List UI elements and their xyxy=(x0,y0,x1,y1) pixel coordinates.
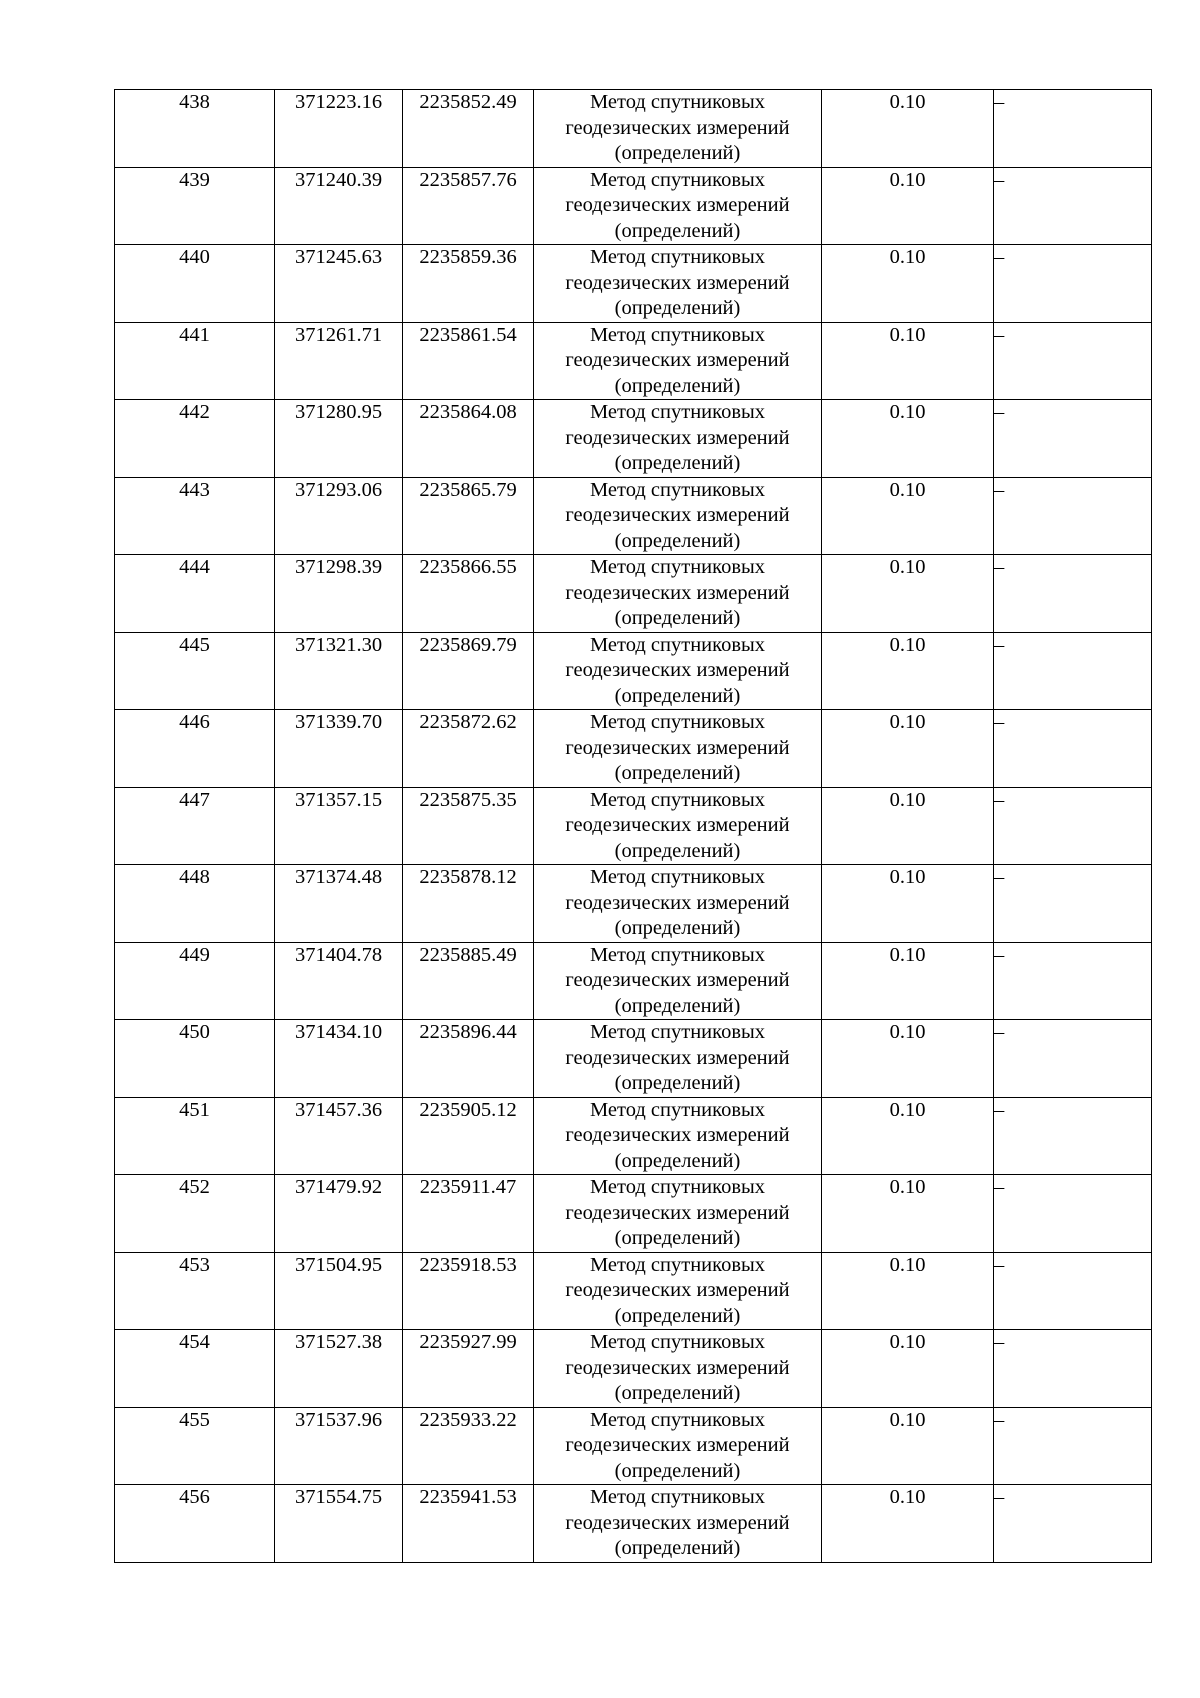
accuracy-cell: 0.10 xyxy=(822,942,994,1020)
method-line: Метод спутниковых xyxy=(589,401,766,423)
accuracy-cell: 0.10 xyxy=(822,90,994,168)
method-line: Метод спутниковых xyxy=(589,1408,766,1431)
point-number-cell: 444 xyxy=(115,555,275,633)
table-row xyxy=(115,167,1152,245)
x-coordinate-cell: 371298.39 xyxy=(275,555,403,633)
point-number-cell: 438 xyxy=(115,90,275,168)
method-line: геодезических измерений xyxy=(565,1046,790,1069)
method-line: геодезических измерений xyxy=(565,969,790,991)
note-cell: – xyxy=(994,942,1152,1020)
y-coordinate-cell: 2235861.54 xyxy=(403,322,534,400)
y-coordinate-cell: 2235852.49 xyxy=(403,90,534,168)
method-line: (определений) xyxy=(614,142,741,164)
method-line: геодезических измерений xyxy=(565,1434,790,1456)
accuracy-cell: 0.10 xyxy=(822,322,994,400)
method-cell xyxy=(534,167,822,245)
x-coordinate-cell: 371554.75 xyxy=(275,1485,403,1563)
y-coordinate-cell: 2235857.76 xyxy=(403,167,534,245)
accuracy-cell: 0.10 xyxy=(822,787,994,865)
method-cell xyxy=(534,710,822,788)
note-cell: – xyxy=(994,1407,1152,1485)
method-line: (определений) xyxy=(614,529,741,552)
table-row xyxy=(115,710,1152,788)
x-coordinate-cell: 371293.06 xyxy=(275,477,403,555)
note-cell: – xyxy=(994,90,1152,168)
method-cell xyxy=(534,942,822,1020)
point-number-cell: 442 xyxy=(115,400,275,478)
y-coordinate-cell: 2235875.35 xyxy=(403,787,534,865)
method-cell xyxy=(534,322,822,400)
accuracy-cell: 0.10 xyxy=(822,1097,994,1175)
note-cell: – xyxy=(994,167,1152,245)
note-cell: – xyxy=(994,245,1152,323)
table-row xyxy=(115,1252,1152,1330)
note-cell: – xyxy=(994,400,1152,478)
method-line: (определений) xyxy=(614,374,741,397)
method-cell xyxy=(534,90,822,168)
accuracy-cell: 0.10 xyxy=(822,167,994,245)
x-coordinate-cell: 371404.78 xyxy=(275,942,403,1020)
note-cell: – xyxy=(994,555,1152,633)
method-cell xyxy=(534,787,822,865)
y-coordinate-cell: 2235933.22 xyxy=(403,1407,534,1485)
x-coordinate-cell: 371339.70 xyxy=(275,710,403,788)
x-coordinate-cell: 371374.48 xyxy=(275,865,403,943)
accuracy-cell: 0.10 xyxy=(822,555,994,633)
method-cell xyxy=(534,1097,822,1175)
method-line: (определений) xyxy=(614,762,741,784)
method-line: геодезических измерений xyxy=(565,349,790,371)
y-coordinate-cell: 2235869.79 xyxy=(403,632,534,710)
x-coordinate-cell: 371280.95 xyxy=(275,400,403,478)
method-line: Метод спутниковых xyxy=(589,943,766,966)
method-line: Метод спутниковых xyxy=(589,246,766,268)
x-coordinate-cell: 371357.15 xyxy=(275,787,403,865)
x-coordinate-cell: 371457.36 xyxy=(275,1097,403,1175)
method-line: Метод спутниковых xyxy=(589,168,766,191)
table-row xyxy=(115,245,1152,323)
method-line: геодезических измерений xyxy=(565,504,790,526)
method-cell xyxy=(534,1175,822,1253)
method-line: геодезических измерений xyxy=(565,814,790,836)
point-number-cell: 453 xyxy=(115,1252,275,1330)
table-row xyxy=(115,942,1152,1020)
accuracy-cell: 0.10 xyxy=(822,1407,994,1485)
note-cell: – xyxy=(994,632,1152,710)
method-cell xyxy=(534,1330,822,1408)
method-line: (определений) xyxy=(614,839,741,862)
table-row xyxy=(115,1485,1152,1563)
method-cell xyxy=(534,632,822,710)
table-row xyxy=(115,322,1152,400)
method-line: (определений) xyxy=(614,684,741,707)
point-number-cell: 445 xyxy=(115,632,275,710)
point-number-cell: 450 xyxy=(115,1020,275,1098)
point-number-cell: 443 xyxy=(115,477,275,555)
x-coordinate-cell: 371527.38 xyxy=(275,1330,403,1408)
note-cell: – xyxy=(994,787,1152,865)
method-cell xyxy=(534,555,822,633)
method-line: (определений) xyxy=(614,452,741,474)
document-page xyxy=(114,89,1151,1563)
method-line: (определений) xyxy=(614,1227,741,1249)
accuracy-cell: 0.10 xyxy=(822,865,994,943)
point-number-cell: 456 xyxy=(115,1485,275,1563)
point-number-cell: 446 xyxy=(115,710,275,788)
point-number-cell: 451 xyxy=(115,1097,275,1175)
x-coordinate-cell: 371504.95 xyxy=(275,1252,403,1330)
method-line: геодезических измерений xyxy=(565,1201,790,1224)
method-line: (определений) xyxy=(614,219,741,242)
y-coordinate-cell: 2235865.79 xyxy=(403,477,534,555)
accuracy-cell: 0.10 xyxy=(822,1252,994,1330)
method-line: геодезических измерений xyxy=(565,736,790,759)
method-cell xyxy=(534,1485,822,1563)
method-line: Метод спутниковых xyxy=(589,323,766,346)
method-line: (определений) xyxy=(614,297,741,319)
method-line: (определений) xyxy=(614,607,741,629)
method-line: геодезических измерений xyxy=(565,1279,790,1301)
y-coordinate-cell: 2235927.99 xyxy=(403,1330,534,1408)
table-row xyxy=(115,477,1152,555)
note-cell: – xyxy=(994,1252,1152,1330)
point-number-cell: 441 xyxy=(115,322,275,400)
method-line: Метод спутниковых xyxy=(589,91,766,113)
table-row xyxy=(115,555,1152,633)
method-line: Метод спутниковых xyxy=(589,1253,766,1276)
method-line: (определений) xyxy=(614,1304,741,1327)
x-coordinate-cell: 371479.92 xyxy=(275,1175,403,1253)
y-coordinate-cell: 2235885.49 xyxy=(403,942,534,1020)
accuracy-cell: 0.10 xyxy=(822,632,994,710)
x-coordinate-cell: 371434.10 xyxy=(275,1020,403,1098)
table-row xyxy=(115,400,1152,478)
x-coordinate-cell: 371223.16 xyxy=(275,90,403,168)
table-row xyxy=(115,865,1152,943)
y-coordinate-cell: 2235872.62 xyxy=(403,710,534,788)
method-cell xyxy=(534,477,822,555)
method-cell xyxy=(534,1407,822,1485)
accuracy-cell: 0.10 xyxy=(822,1020,994,1098)
table-row xyxy=(115,1097,1152,1175)
note-cell: – xyxy=(994,322,1152,400)
method-line: Метод спутниковых xyxy=(589,478,766,501)
accuracy-cell: 0.10 xyxy=(822,400,994,478)
y-coordinate-cell: 2235896.44 xyxy=(403,1020,534,1098)
method-line: Метод спутниковых xyxy=(589,866,766,888)
point-number-cell: 452 xyxy=(115,1175,275,1253)
point-number-cell: 449 xyxy=(115,942,275,1020)
y-coordinate-cell: 2235866.55 xyxy=(403,555,534,633)
table-row xyxy=(115,1175,1152,1253)
y-coordinate-cell: 2235941.53 xyxy=(403,1485,534,1563)
accuracy-cell: 0.10 xyxy=(822,477,994,555)
x-coordinate-cell: 371240.39 xyxy=(275,167,403,245)
y-coordinate-cell: 2235878.12 xyxy=(403,865,534,943)
method-line: геодезических измерений xyxy=(565,659,790,681)
accuracy-cell: 0.10 xyxy=(822,710,994,788)
method-line: (определений) xyxy=(614,994,741,1017)
point-number-cell: 447 xyxy=(115,787,275,865)
table-row xyxy=(115,632,1152,710)
point-number-cell: 455 xyxy=(115,1407,275,1485)
method-line: геодезических измерений xyxy=(565,116,790,139)
method-line: (определений) xyxy=(614,917,741,939)
method-line: геодезических измерений xyxy=(565,426,790,449)
note-cell: – xyxy=(994,1330,1152,1408)
method-line: Метод спутниковых xyxy=(589,1176,766,1198)
x-coordinate-cell: 371537.96 xyxy=(275,1407,403,1485)
method-line: Метод спутниковых xyxy=(589,788,766,811)
note-cell: – xyxy=(994,865,1152,943)
x-coordinate-cell: 371321.30 xyxy=(275,632,403,710)
y-coordinate-cell: 2235859.36 xyxy=(403,245,534,323)
y-coordinate-cell: 2235918.53 xyxy=(403,1252,534,1330)
method-line: геодезических измерений xyxy=(565,581,790,604)
coordinates-table xyxy=(114,89,1152,1563)
accuracy-cell: 0.10 xyxy=(822,1330,994,1408)
x-coordinate-cell: 371245.63 xyxy=(275,245,403,323)
x-coordinate-cell: 371261.71 xyxy=(275,322,403,400)
method-line: Метод спутниковых xyxy=(589,1331,766,1353)
note-cell: – xyxy=(994,710,1152,788)
table-row xyxy=(115,1020,1152,1098)
method-line: Метод спутниковых xyxy=(589,1021,766,1043)
accuracy-cell: 0.10 xyxy=(822,245,994,323)
method-cell xyxy=(534,1020,822,1098)
method-line: геодезических измерений xyxy=(565,271,790,294)
method-line: (определений) xyxy=(614,1382,741,1404)
method-line: Метод спутниковых xyxy=(589,711,766,733)
table-row xyxy=(115,1407,1152,1485)
method-line: Метод спутниковых xyxy=(589,1098,766,1121)
method-line: геодезических измерений xyxy=(565,1356,790,1379)
note-cell: – xyxy=(994,1097,1152,1175)
table-row xyxy=(115,90,1152,168)
method-cell xyxy=(534,1252,822,1330)
y-coordinate-cell: 2235911.47 xyxy=(403,1175,534,1253)
method-line: (определений) xyxy=(614,1072,741,1094)
method-line: (определений) xyxy=(614,1537,741,1559)
coordinates-table-body xyxy=(115,90,1152,1563)
point-number-cell: 448 xyxy=(115,865,275,943)
accuracy-cell: 0.10 xyxy=(822,1175,994,1253)
method-line: геодезических измерений xyxy=(565,891,790,914)
method-line: Метод спутниковых xyxy=(589,633,766,656)
note-cell: – xyxy=(994,1485,1152,1563)
point-number-cell: 454 xyxy=(115,1330,275,1408)
method-line: Метод спутниковых xyxy=(589,556,766,578)
method-line: геодезических измерений xyxy=(565,194,790,216)
point-number-cell: 440 xyxy=(115,245,275,323)
point-number-cell: 439 xyxy=(115,167,275,245)
y-coordinate-cell: 2235864.08 xyxy=(403,400,534,478)
note-cell: – xyxy=(994,1020,1152,1098)
method-line: геодезических измерений xyxy=(565,1124,790,1146)
method-line: Метод спутниковых xyxy=(589,1486,766,1508)
method-cell xyxy=(534,865,822,943)
note-cell: – xyxy=(994,477,1152,555)
accuracy-cell: 0.10 xyxy=(822,1485,994,1563)
method-cell xyxy=(534,245,822,323)
note-cell: – xyxy=(994,1175,1152,1253)
table-row xyxy=(115,1330,1152,1408)
method-line: геодезических измерений xyxy=(565,1511,790,1534)
method-cell xyxy=(534,400,822,478)
method-line: (определений) xyxy=(614,1149,741,1172)
table-row xyxy=(115,787,1152,865)
y-coordinate-cell: 2235905.12 xyxy=(403,1097,534,1175)
method-line: (определений) xyxy=(614,1459,741,1482)
